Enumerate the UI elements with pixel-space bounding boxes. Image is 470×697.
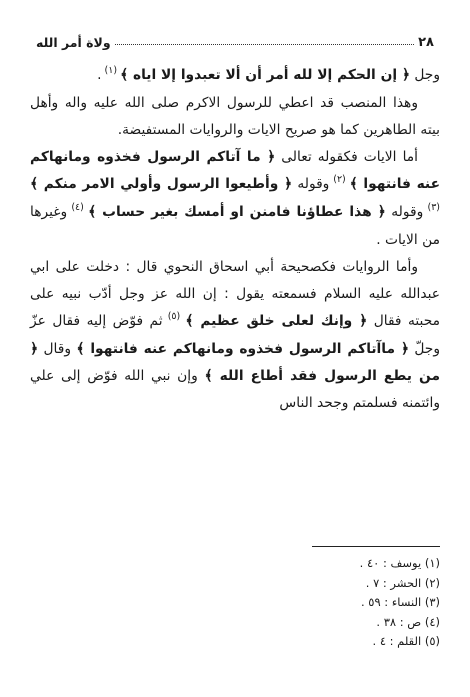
footnote-5: (٥) القلم : ٤ . — [372, 634, 440, 648]
footnote-ref: (٥) — [162, 311, 186, 322]
text-run: وقوله — [385, 204, 424, 220]
text-run: ثم فوّض إليه فقال عزّ وجلّ — [30, 313, 440, 357]
text-run: وهذا المنصب قد اعطي للرسول الاكرم صلى الله عليه واله وأهل بيته الطاهرين كما هو صريح الايات والروايات المستفيضة. — [30, 95, 440, 138]
body-text — [30, 62, 440, 417]
dotted-leader — [115, 44, 415, 45]
text-run: وإن نبي الله فوّض إلى علي وائتمنه فسلمتم وجحد الناس — [30, 368, 440, 411]
footnote-ref: (٢) — [329, 174, 350, 185]
page-number: ٢٨ — [418, 35, 434, 50]
text-run: وقوله — [292, 176, 330, 192]
paragraph-1 — [30, 62, 440, 90]
footnote-ref: (٣) — [423, 202, 441, 213]
text-run: . — [97, 67, 102, 83]
footnote-divider — [312, 546, 440, 547]
paragraph-4 — [30, 254, 440, 417]
page-header — [36, 30, 434, 50]
text-run: وجل — [409, 67, 440, 83]
quran-quote: ﴿ من يطع الرسول فقد أطاع الله ﴾ — [30, 341, 441, 384]
running-title: ولاة أمر الله — [36, 35, 111, 50]
quran-quote: ﴿ وإنك لعلى خلق عظيم ﴾ — [185, 313, 368, 329]
footnote-ref: (٤) — [67, 202, 89, 213]
footnote-ref: (١) — [101, 65, 121, 76]
footnote-3: (٣) النساء : ٥٩ . — [360, 595, 440, 609]
footnote-4: (٤) ص : ٣٨ . — [376, 614, 440, 629]
paragraph-3 — [30, 144, 440, 254]
quran-quote: ﴿ وأطيعوا الرسول وأولي الامر منكم ﴾ — [30, 176, 293, 192]
quran-quote: ﴿ ماآتاكم الرسول فخذوه ومانهاكم عنه فانتهوا ﴾ — [76, 341, 409, 357]
text-run: وأما الروايات فكصحيحة أبي اسحاق النحوي قال : دخلت على ابي عبدالله عليه السلام فسمعته يقول : إن الله عز وجل أدّب نبيه على محبته فقال — [30, 259, 441, 329]
text-run: وغيرها من الايات . — [30, 204, 440, 248]
quran-quote: ﴿ ما آتاكم الرسول فخذوه ومانهاكم عنه فانتهوا ﴾ — [30, 149, 440, 192]
quran-quote: ﴿ هذا عطاؤنا فامنن او أمسك بغير حساب ﴾ — [88, 204, 386, 220]
quran-quote: ﴿ إن الحكم إلا لله أمر أن ألا تعبدوا إلا اياه ﴾ — [120, 67, 410, 83]
footnotes — [220, 554, 440, 652]
text-run: وقال — [38, 341, 77, 357]
footnote-2: (٢) الحشر : ٧ . — [365, 575, 440, 590]
text-run: أما الايات فكقوله تعالى — [275, 149, 419, 165]
footnote-1: (١) يوسف : ٤٠ . — [359, 556, 440, 570]
paragraph-2 — [30, 90, 440, 144]
